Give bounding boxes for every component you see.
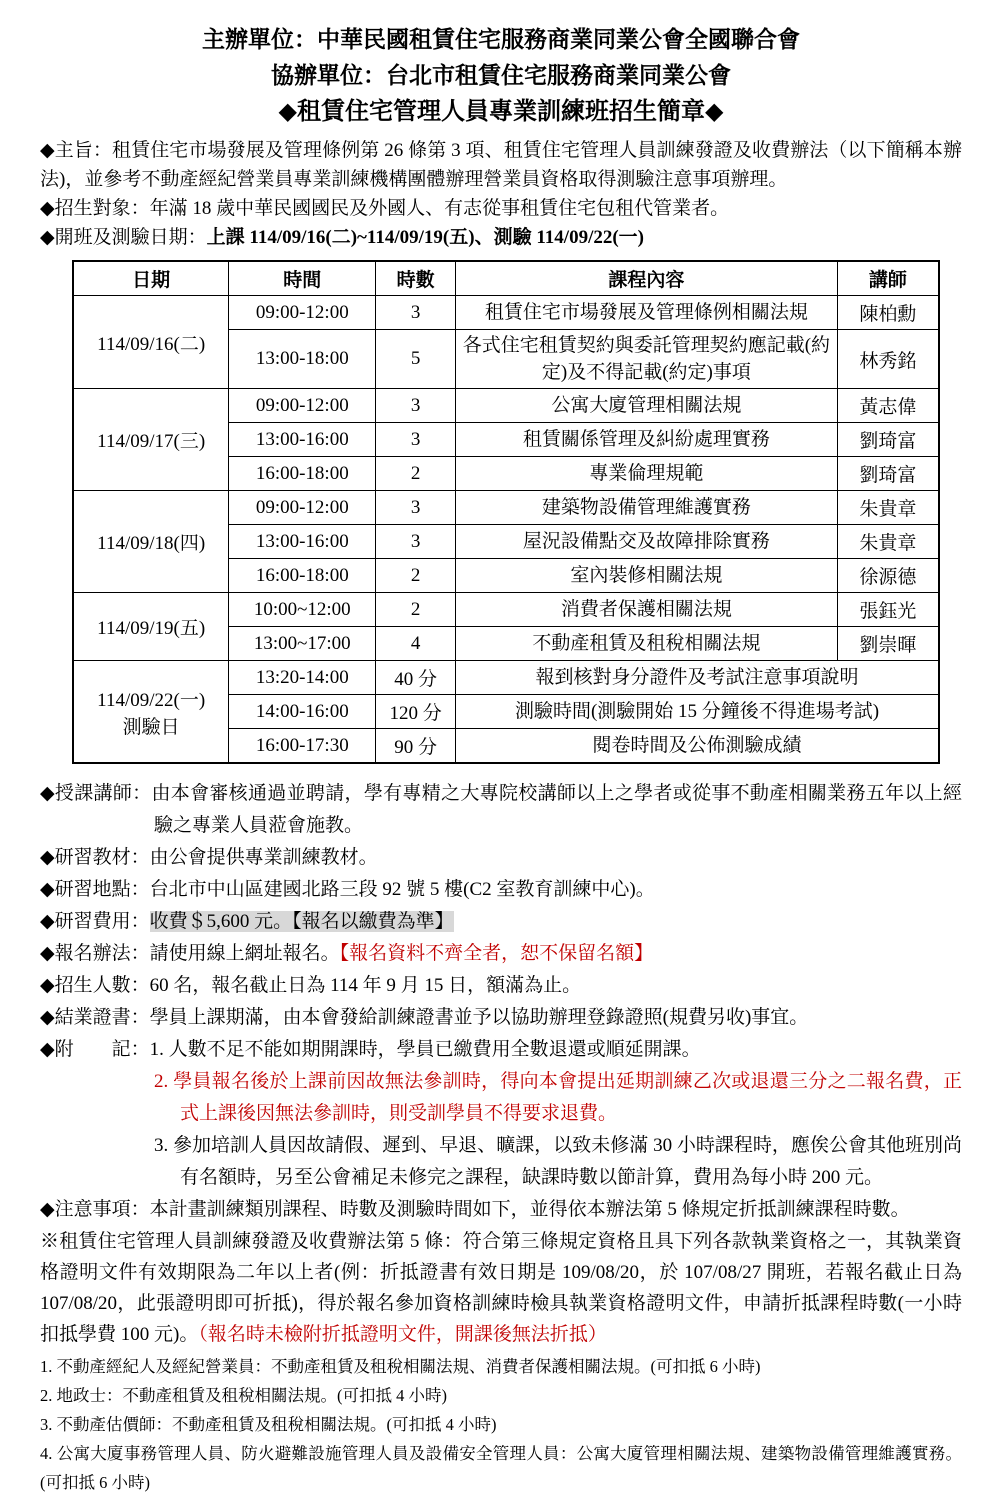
course-cell: 閱卷時間及公佈測驗成績 <box>456 729 939 764</box>
course-cell: 公寓大廈管理相關法規 <box>456 389 838 423</box>
dates-value: 上課 114/09/16(二)~114/09/19(五)、測驗 114/09/22(一) <box>206 227 644 248</box>
course-cell: 專業倫理規範 <box>456 457 838 491</box>
hours-cell: 2 <box>376 457 456 491</box>
time-cell: 10:00~12:00 <box>229 593 376 627</box>
teacher-cell: 劉琦富 <box>837 457 939 491</box>
quota-text: 60 名，報名截止日為 114 年 9 月 15 日，額滿為止。 <box>149 975 582 996</box>
time-cell: 14:00-16:00 <box>229 695 376 729</box>
lecturer-section <box>40 778 962 842</box>
course-cell: 室內裝修相關法規 <box>456 559 838 593</box>
attention-text: 本計畫訓練類別課程、時數及測驗時間如下，並得依本辦法第 5 條規定折抵訓練課程時數。 <box>149 1199 910 1220</box>
course-cell: 測驗時間(測驗開始 15 分鐘後不得進場考試) <box>456 695 939 729</box>
intro-section <box>40 136 962 252</box>
note-item-2: 2. 學員報名後於上課前因故無法參訓時，得向本會提出延期訓練乙次或退還三分之二報名費，正式上課後因無法參訓時，則受訓學員不得要求退費。 <box>154 1071 962 1124</box>
target-paragraph: ◆招生對象：年滿 18 歲中華民國國民及外國人、有志從事租賃住宅包租代管業者。 <box>40 198 730 219</box>
table-header-row <box>73 261 939 296</box>
teacher-cell: 朱貴章 <box>837 525 939 559</box>
course-schedule-table <box>72 260 940 764</box>
purpose-paragraph: ◆主旨：租賃住宅市場發展及管理條例第 26 條第 3 項、租賃住宅管理人員訓練發證及收費辦法（以下簡稱本辦法)，並參考不動產經紀營業員專業訓練機構團體辦理營業員資格取得測驗注意事項辦理。 <box>40 140 962 190</box>
regulation-section <box>40 1226 962 1497</box>
time-cell: 16:00-18:00 <box>229 559 376 593</box>
page-title: ◆租賃住宅管理人員專業訓練班招生簡章◆ <box>278 99 724 125</box>
list-item: 4. 公寓大廈事務管理人員、防火避難設施管理人員及設備安全管理人員：公寓大廈管理相關法規、建築物設備管理維護實務。(可扣抵 6 小時) <box>40 1444 962 1492</box>
header-date: 日期 <box>73 261 229 296</box>
co-organizer-line: 協辦單位：台北市租賃住宅服務商業同業公會 <box>271 63 731 88</box>
course-cell: 建築物設備管理維護實務 <box>456 491 838 525</box>
registration-label: ◆報名辦法： <box>40 943 150 964</box>
hours-cell: 3 <box>376 491 456 525</box>
hours-cell: 3 <box>376 525 456 559</box>
date-cell <box>73 661 229 764</box>
location-label: ◆研習地點： <box>40 879 150 900</box>
material-label: ◆研習教材： <box>40 847 150 868</box>
table-row <box>73 491 939 525</box>
table-row <box>73 661 939 695</box>
notes-first-line <box>40 1034 962 1066</box>
hours-cell: 90 分 <box>376 729 456 764</box>
time-cell: 09:00-12:00 <box>229 491 376 525</box>
time-cell: 13:00-16:00 <box>229 525 376 559</box>
certificate-label: ◆結業證書： <box>40 1007 150 1028</box>
time-cell: 13:20-14:00 <box>229 661 376 695</box>
hours-cell: 4 <box>376 627 456 661</box>
location-section <box>40 874 962 906</box>
info-sections <box>40 778 962 1226</box>
attention-section <box>40 1194 962 1226</box>
dates-label: ◆開班及測驗日期： <box>40 227 207 248</box>
lecturer-text: 由本會審核通過並聘請，學有專精之大專院校講師以上之學者或從事不動產相關業務五年以上經驗之專業人員蒞會施教。 <box>151 783 962 836</box>
teacher-cell: 劉琦富 <box>837 423 939 457</box>
date-cell: 114/09/19(五) <box>73 593 229 661</box>
notes-items <box>40 1066 962 1194</box>
notes-section <box>40 1034 962 1194</box>
hours-cell: 3 <box>376 423 456 457</box>
organizer-line: 主辦單位：中華民國租賃住宅服務商業同業公會全國聯合會 <box>202 27 800 52</box>
date-cell: 114/09/16(二) <box>73 296 229 389</box>
time-cell: 09:00-12:00 <box>229 296 376 330</box>
teacher-cell: 朱貴章 <box>837 491 939 525</box>
table-row <box>73 389 939 423</box>
registration-warning: 【報名資料不齊全者，恕不保留名額】 <box>339 943 654 964</box>
teacher-cell: 陳柏勳 <box>837 296 939 330</box>
document-header <box>40 22 962 130</box>
note-item-3: 3. 參加培訓人員因故請假、遲到、早退、曠課，以致未修滿 30 小時課程時，應俟公會其他班別尚有名額時，另至公會補足未修完之課程，缺課時數以節計算，費用為每小時 200 元。 <box>154 1135 962 1188</box>
table-row <box>73 593 939 627</box>
teacher-cell: 林秀銘 <box>837 330 939 389</box>
time-cell: 16:00-17:30 <box>229 729 376 764</box>
teacher-cell: 徐源德 <box>837 559 939 593</box>
hours-cell: 2 <box>376 593 456 627</box>
header-teacher: 講師 <box>837 261 939 296</box>
attention-label: ◆注意事項： <box>40 1199 150 1220</box>
header-time: 時間 <box>229 261 376 296</box>
exam-date: 114/09/22(一) <box>97 689 206 711</box>
certificate-section <box>40 1002 962 1034</box>
course-cell: 租賃住宅市場發展及管理條例相關法規 <box>456 296 838 330</box>
list-item: 3. 不動產估價師：不動產租賃及租稅相關法規。(可扣抵 4 小時) <box>40 1415 497 1434</box>
course-cell: 消費者保護相關法規 <box>456 593 838 627</box>
regulation-red-note: （報名時未檢附折抵證明文件，開課後無法折抵） <box>198 1324 607 1345</box>
list-item: 1. 不動產經紀人及經紀營業員：不動產租賃及租稅相關法規、消費者保護相關法規。(可扣抵 6 小時) <box>40 1357 761 1376</box>
list-item: 2. 地政士：不動產租賃及租稅相關法規。(可扣抵 4 小時) <box>40 1386 447 1405</box>
hours-cell: 40 分 <box>376 661 456 695</box>
hours-cell: 2 <box>376 559 456 593</box>
fee-label: ◆研習費用： <box>40 911 150 932</box>
hours-cell: 120 分 <box>376 695 456 729</box>
hours-cell: 5 <box>376 330 456 389</box>
course-cell: 屋況設備點交及故障排除實務 <box>456 525 838 559</box>
material-text: 由公會提供專業訓練教材。 <box>149 847 378 868</box>
fee-highlighted-text: 收費＄5,600 元。【報名以繳費為準】 <box>149 911 454 932</box>
location-text: 台北市中山區建國北路三段 92 號 5 樓(C2 室教育訓練中心)。 <box>149 879 655 900</box>
time-cell: 13:00-16:00 <box>229 423 376 457</box>
deduction-list <box>40 1352 962 1497</box>
teacher-cell: 張鈺光 <box>837 593 939 627</box>
regulation-text: ※租賃住宅管理人員訓練發證及收費辦法第 5 條：符合第三條規定資格且具下列各款執業資格之一，其執業資格證明文件有效期限為二年以上者(例：折抵證書有效日期是 109/08/20，於 107/08/27 開班，若報名截止日為 107/08/20，此張證明即可折抵)，得於報名參加資格訓練時檢具執業資格證明文件，申請折抵課程時數(一小時扣抵學費 100 元)。 <box>40 1231 962 1345</box>
header-hours: 時數 <box>376 261 456 296</box>
date-cell: 114/09/18(四) <box>73 491 229 593</box>
course-cell: 租賃關係管理及糾紛處理實務 <box>456 423 838 457</box>
notes-label: ◆附 記： <box>40 1039 150 1060</box>
exam-date-note: 測驗日 <box>122 716 180 738</box>
lecturer-label: ◆授課講師： <box>40 783 152 804</box>
time-cell: 13:00~17:00 <box>229 627 376 661</box>
fee-section <box>40 906 962 938</box>
teacher-cell: 黃志偉 <box>837 389 939 423</box>
certificate-text: 學員上課期滿，由本會發給訓練證書並予以協助辦理登錄證照(規費另收)事宜。 <box>149 1007 809 1028</box>
quota-label: ◆招生人數： <box>40 975 150 996</box>
hours-cell: 3 <box>376 296 456 330</box>
course-cell: 報到核對身分證件及考試注意事項說明 <box>456 661 939 695</box>
teacher-cell: 劉崇暉 <box>837 627 939 661</box>
time-cell: 13:00-18:00 <box>229 330 376 389</box>
registration-text: 請使用線上網址報名。 <box>149 943 340 964</box>
table-row <box>73 296 939 330</box>
regulation-paragraph <box>40 1226 962 1350</box>
hours-cell: 3 <box>376 389 456 423</box>
dates-paragraph <box>40 223 962 252</box>
course-cell: 不動產租賃及租稅相關法規 <box>456 627 838 661</box>
time-cell: 09:00-12:00 <box>229 389 376 423</box>
registration-section <box>40 938 962 970</box>
header-course: 課程內容 <box>456 261 838 296</box>
quota-section <box>40 970 962 1002</box>
time-cell: 16:00-18:00 <box>229 457 376 491</box>
date-cell: 114/09/17(三) <box>73 389 229 491</box>
course-cell: 各式住宅租賃契約與委託管理契約應記載(約定)及不得記載(約定)事項 <box>456 330 838 389</box>
note-item-1: 1. 人數不足不能如期開課時，學員已繳費用全數退還或順延開課。 <box>149 1039 701 1060</box>
material-section <box>40 842 962 874</box>
